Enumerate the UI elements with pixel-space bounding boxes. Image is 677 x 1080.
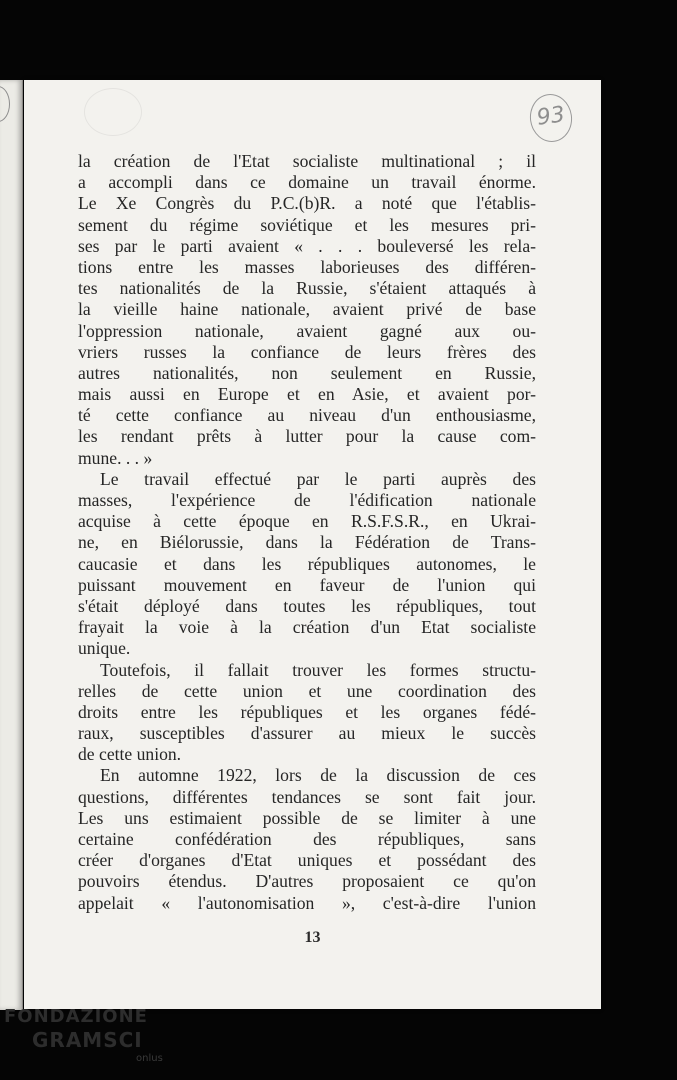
text-line: unique. (78, 638, 131, 659)
text-line: questions, différentes tendances se sont fait jour. (78, 786, 536, 807)
logo-onlus: onlus (136, 1053, 163, 1064)
text-line: Le Xe Congrès du P.C.(b)R. a noté que l'établis- (78, 193, 536, 214)
page-number: 13 (304, 929, 321, 946)
text-line: Toutefois, il fallait trouver les formes structu- (100, 659, 536, 680)
text-line: s'était déployé dans toutes les républiques, tout (78, 595, 536, 616)
text-line: les rendant prêts à lutter pour la cause com- (78, 426, 536, 447)
left-page-edge (0, 80, 23, 1010)
text-line: mais aussi en Europe et en Asie, et avaient por- (78, 384, 536, 405)
book-page (24, 80, 601, 1009)
text-line: relles de cette union et une coordination des (78, 680, 536, 701)
text-line: puissant mouvement en faveur de l'union qui (78, 574, 536, 595)
text-line: ne, en Biélorussie, dans la Fédération de Trans- (78, 532, 536, 553)
text-line: té cette confiance au niveau d'un enthousiasme, (78, 405, 536, 426)
text-line: la création de l'Etat socialiste multinational ; il (78, 151, 536, 171)
folio-number-text: 93 (535, 102, 567, 131)
text-line: autres nationalités, non seulement en Russie, (78, 362, 536, 383)
text-line: frayait la voie à la création d'un Etat socialiste (78, 617, 536, 638)
text-line: ses par le parti avaient « . . . bouleversé les rela- (78, 235, 536, 256)
text-line: tions entre les masses laborieuses des différen- (78, 256, 536, 277)
logo-line-2: GRAMSCI (32, 1028, 143, 1052)
left-page-annotation-mark (0, 86, 10, 122)
text-line: sement du régime soviétique et les mesures pri- (78, 214, 536, 235)
text-line: a accompli dans ce domaine un travail énorme. (78, 172, 536, 193)
text-line: droits entre les républiques et les organes fédé- (78, 701, 536, 722)
text-line: pouvoirs étendus. D'autres proposaient ce qu'on (78, 871, 536, 892)
text-line: acquise à cette époque en R.S.F.S.R., en Ukrai- (78, 511, 536, 532)
text-line: mune. . . » (78, 447, 153, 468)
text-line: de cette union. (78, 744, 182, 765)
text-line: En automne 1922, lors de la discussion de ces (100, 765, 536, 786)
text-line: Les uns estimaient possible de se limiter à une (78, 807, 536, 828)
logo-line-1: FONDAZIONE (4, 1006, 148, 1027)
text-line: masses, l'expérience de l'édification nationale (78, 490, 536, 510)
body-text (78, 151, 536, 914)
text-line: tes nationalités de la Russie, s'étaient attaqués à (78, 278, 536, 299)
text-line: raux, susceptibles d'assurer au mieux le succès (78, 723, 536, 744)
faint-pencil-mark (84, 88, 142, 136)
text-line: certaine confédération des républiques, sans (78, 829, 536, 849)
fondazione-gramsci-logo (4, 1006, 184, 1076)
text-line: caucasie et dans les républiques autonomes, le (78, 553, 536, 574)
text-line: Le travail effectué par le parti auprès des (100, 468, 536, 489)
text-line: vriers russes la confiance de leurs frères des (78, 341, 536, 362)
text-line: créer d'organes d'Etat uniques et possédant des (78, 850, 536, 871)
text-line: la vieille haine nationale, avaient privé de base (78, 299, 536, 320)
text-line: l'oppression nationale, avaient gagné aux ou- (78, 320, 536, 341)
text-line: appelait « l'autonomisation », c'est-à-dire l'union (78, 892, 536, 913)
handwritten-folio-number (527, 91, 575, 144)
